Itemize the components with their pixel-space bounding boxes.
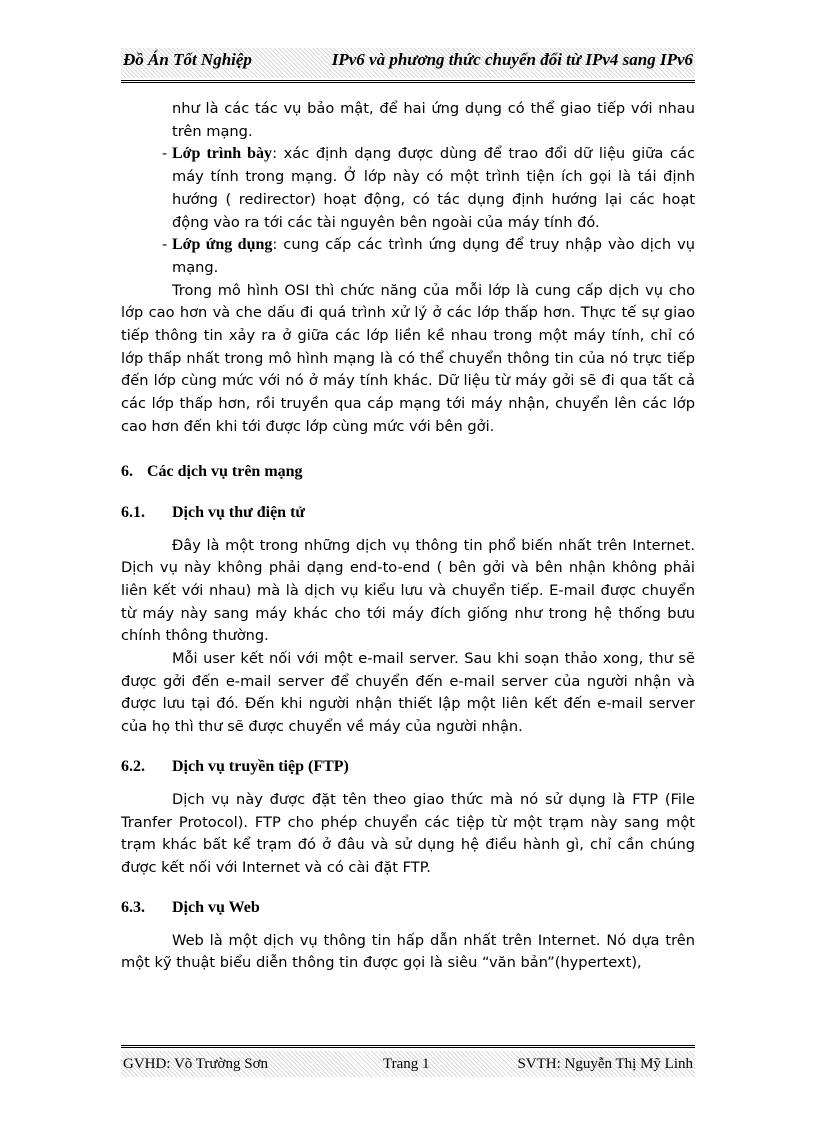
bullet-text: : cung cấp các trình ứng dụng để truy nhập vào dịch vụ mạng. — [172, 236, 696, 276]
email-paragraph-2: Mỗi user kết nối với một e-mail server. Sau khi soạn thảo xong, thư sẽ được gởi đến e-mail server để chuyển đến e-mail server của người nhận và được lưu tại đó. Đến khi người nhận thiết lập một liên kết đến e-mail server của họ thì thư sẽ được chuyển về máy của người nhận. — [121, 650, 695, 736]
section-heading-6-2 — [121, 755, 695, 779]
bullet-dash: - — [162, 145, 168, 163]
section-number: 6.3. — [121, 898, 145, 916]
section-number: 6.1. — [121, 503, 145, 521]
bullet-term: Lớp ứng dụng — [172, 236, 273, 254]
header-rule — [121, 80, 695, 83]
bullet-application-layer — [121, 234, 695, 279]
footer-page-number: Trang 1 — [383, 1056, 430, 1072]
header-right-title: IPv6 và phương thức chuyển đổi từ IPv4 sang IPv6 — [331, 50, 693, 69]
section-heading-6-3 — [121, 896, 695, 920]
footer-rule — [121, 1045, 695, 1048]
bullet-presentation-layer — [121, 143, 695, 234]
email-paragraph-1: Đây là một trong những dịch vụ thông tin phổ biến nhất trên Internet. Dịch vụ này không phải dạng end-to-end ( bên gởi và bên nhận không phải liên kết với nhau) mà là dịch vụ kiểu lưu và chuyển tiếp. E-mail được chuyển từ máy này sang máy khác cho tới máy đích giống như trong hệ thống bưu chính thông thường. — [121, 536, 695, 645]
intro-continuation: như là các tác vụ bảo mật, để hai ứng dụng có thể giao tiếp với nhau trên mạng. — [172, 100, 695, 140]
bullet-term: Lớp trình bày — [172, 145, 273, 163]
bullet-text: : xác định dạng được dùng để trao đổi dữ liệu giữa các máy tính trong mạng. Ở lớp này có một trình tiện ích gọi là tái định hướng ( redirector) hoạt động, có tác dụng định hướng lại các hoạt động vào ra tới các tài nguyên bên ngoài của máy tính đó. — [172, 145, 696, 231]
section-title: Dịch vụ thư điện tử — [172, 503, 305, 521]
section-heading-6-1 — [121, 501, 695, 525]
bullet-dash: - — [162, 236, 168, 254]
section-number: 6. — [121, 462, 133, 480]
footer-student: SVTH: Nguyễn Thị Mỹ Linh — [517, 1056, 693, 1072]
footer-supervisor: GVHD: Võ Trường Sơn — [123, 1056, 269, 1072]
section-title: Dịch vụ truyền tiệp (FTP) — [172, 757, 349, 775]
osi-paragraph: Trong mô hình OSI thì chức năng của mỗi lớp là cung cấp dịch vụ cho lớp cao hơn và che dấu đi quá trình xử lý ở các lớp thấp hơn. Thực tế sự giao tiếp thông tin xảy ra ở giữa các lớp liền kề nhau trong một máy tính, chỉ có lớp thấp nhất trong mô hình mạng là có thể chuyển thông tin của nó trực tiếp đến lớp cùng mức với nó ở máy tính khác. Dữ liệu từ máy gởi sẽ đi qua tất cả các lớp thấp hơn, rồi truyền qua cáp mạng tới máy nhận, chuyển lên các lớp cao hơn đến khi tới được lớp cùng mức với bên gởi. — [121, 281, 695, 435]
section-title: Các dịch vụ trên mạng — [147, 462, 303, 480]
page-header — [121, 40, 695, 80]
header-left-title: Đồ Án Tốt Nghiệp — [123, 50, 252, 69]
document-body — [121, 98, 695, 975]
web-paragraph: Web là một dịch vụ thông tin hấp dẫn nhất trên Internet. Nó dựa trên một kỹ thuật biểu diễn thông tin được gọi là siêu “văn bản”(hypertext), — [121, 931, 695, 972]
section-number: 6.2. — [121, 757, 145, 775]
page-footer — [121, 1045, 695, 1079]
section-title: Dịch vụ Web — [172, 898, 260, 916]
ftp-paragraph: Dịch vụ này được đặt tên theo giao thức mà nó sử dụng là FTP (File Tranfer Protocol). FTP cho phép chuyển các tiệp từ một trạm này sang một trạm khác bất kể trạm đó ở đâu và sử dụng hệ điều hành gì, chỉ cần chúng được kết nối với Internet và có cài đặt FTP. — [121, 790, 695, 876]
section-heading-6 — [121, 459, 695, 485]
